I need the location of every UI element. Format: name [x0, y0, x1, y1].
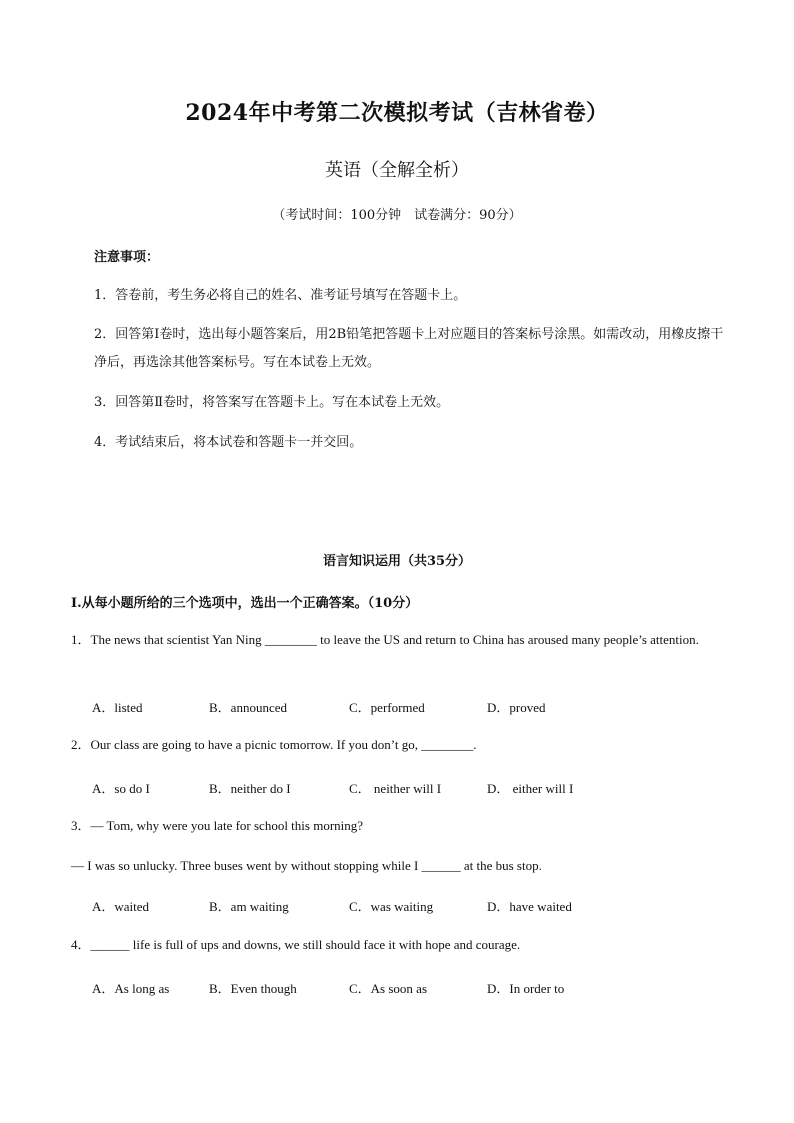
- option-a[interactable]: A．so do I: [92, 781, 150, 796]
- option-b[interactable]: B．announced: [209, 700, 287, 715]
- question-text: life is full of ups and downs, we still should face it with hope and courage.: [129, 937, 521, 952]
- part-heading: I.从每小题所给的三个选项中，选出一个正确答案。（10分）: [71, 596, 419, 611]
- option-c[interactable]: C．was waiting: [349, 899, 434, 914]
- question-text: — Tom, why were you late for school this morning?: [90, 818, 364, 833]
- option-d[interactable]: D． either will I: [487, 781, 574, 796]
- option-d[interactable]: D．proved: [487, 700, 546, 715]
- question-text: — I was so unlucky. Three buses went by without stopping while I: [71, 858, 422, 873]
- question-number: 4．: [71, 937, 91, 952]
- answer-blank[interactable]: ______: [90, 937, 130, 952]
- option-c[interactable]: C．As soon as: [349, 981, 428, 996]
- notice-heading: 注意事项：: [94, 250, 160, 265]
- option-a[interactable]: A．waited: [92, 899, 150, 914]
- question-2: [71, 732, 731, 758]
- question-4: [71, 932, 731, 958]
- question-text: .: [473, 737, 477, 752]
- question-number: 2．: [71, 737, 91, 752]
- option-b[interactable]: B．neither do I: [209, 781, 291, 796]
- option-a[interactable]: A．As long as: [92, 981, 170, 996]
- option-c[interactable]: C． neither will I: [349, 781, 442, 796]
- answer-blank[interactable]: ______: [421, 858, 461, 873]
- option-b[interactable]: B．Even though: [209, 981, 297, 996]
- question-text: at the bus stop.: [460, 858, 542, 873]
- question-1: [71, 627, 731, 653]
- option-a[interactable]: A．listed: [92, 700, 143, 715]
- page-subtitle: 英语（全解全析）: [325, 160, 469, 181]
- question-3-response: [71, 853, 731, 879]
- option-b[interactable]: B．am waiting: [209, 899, 289, 914]
- section-heading: 语言知识运用（共35分）: [322, 554, 472, 569]
- notice-item: 4．考试结束后，将本试卷和答题卡一并交回。: [94, 435, 363, 450]
- question-number: 3．: [71, 818, 91, 833]
- question-text: Our class are going to have a picnic tomorrow. If you don’t go,: [90, 737, 422, 752]
- question-3: [71, 813, 731, 839]
- notice-item: 1．答卷前，考生务必将自己的姓名、准考证号填写在答题卡上。: [94, 288, 467, 303]
- answer-blank[interactable]: ________: [421, 737, 474, 752]
- page-title: 2024年中考第二次模拟考试（吉林省卷）: [185, 100, 609, 126]
- question-text: to leave the US and return to China has aroused many people’s attention.: [316, 632, 699, 647]
- option-d[interactable]: D．In order to: [487, 981, 565, 996]
- option-c[interactable]: C．performed: [349, 700, 425, 715]
- question-number: 1．: [71, 632, 91, 647]
- exam-meta: （考试时间：100分钟 试卷满分：90分）: [272, 208, 522, 223]
- question-text: The news that scientist Yan Ning: [90, 632, 265, 647]
- notice-item: 3．回答第Ⅱ卷时，将答案写在答题卡上。写在本试卷上无效。: [94, 395, 450, 410]
- option-d[interactable]: D．have waited: [487, 899, 572, 914]
- notice-item: 2．回答第Ⅰ卷时，选出每小题答案后，用2B铅笔把答题卡上对应题目的答案标号涂黑。如需改动，用橡皮擦干净后，再选涂其他答案标号。写在本试卷上无效。: [94, 327, 724, 370]
- answer-blank[interactable]: ________: [264, 632, 317, 647]
